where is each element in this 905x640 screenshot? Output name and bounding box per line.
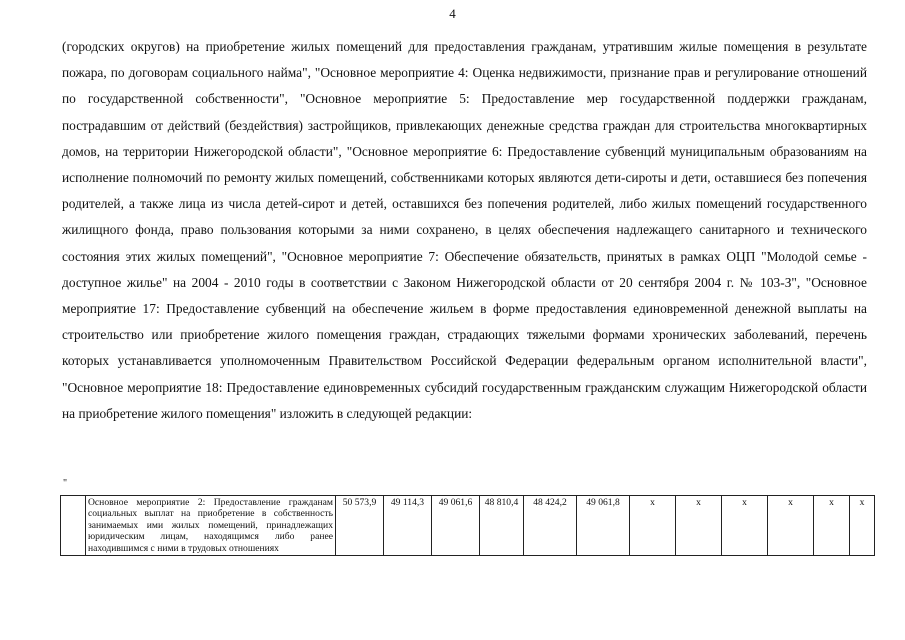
- value-cell: 48 810,4: [480, 496, 524, 556]
- mark-cell: х: [814, 496, 850, 556]
- mark-cell: х: [722, 496, 768, 556]
- mark-cell: х: [676, 496, 722, 556]
- row-number-cell: [61, 496, 86, 556]
- program-measures-table: [60, 495, 875, 556]
- value-cell: 50 573,9: [336, 496, 384, 556]
- body-paragraph: (городских округов) на приобретение жилых помещений для предоставления гражданам, утратившим жилые помещения в результате пожара, по договорам социального найма", "Основное мероприятие 4: Оценка недвижимости, признание прав и регулирование отношений по государственной собственности", "Основное мероприятие 5: Предоставление мер государственной поддержки гражданам, пострадавшим от действий (бездействия) застройщиков, привлекающих денежные средства граждан для строительства многоквартирных домов, на территории Нижегородской области", "Основное мероприятие 6: Предоставление субвенций муниципальным образованиям на исполнение полномочий по ремонту жилых помещений, собственниками которых являются дети-сироты и дети, оставшиеся без попечения родителей, а также лица из числа детей-сирот и детей, оставшихся без попечения родителей, либо жилых помещений государственного жилищного фонда, право пользования которыми за ними сохранено, в целях обеспечения надлежащего санитарного и технического состояния этих жилых помещений", "Основное мероприятие 7: Обеспечение обязательств, принятых в рамках ОЦП "Молодой семье - доступное жилье" на 2004 - 2010 годы в соответствии с Законом Нижегородской области от 20 сентября 2004 г. № 103-З", "Основное мероприятие 17: Предоставление субвенций на обеспечение жильем в форме предоставления единовременной денежной выплаты на строительство или приобретение жилого помещения граждан, страдающих тяжелыми формами хронических заболеваний, перечень которых устанавливается уполномоченным Правительством Российской Федерации федеральным органом исполнительной власти", "Основное мероприятие 18: Предоставление единовременных субсидий государственным гражданским служащим Нижегородской области на приобретение жилого помещения" изложить в следующей редакции:: [62, 39, 867, 421]
- opening-quote-mark: ": [63, 478, 68, 489]
- mark-cell: х: [630, 496, 676, 556]
- mark-cell: х: [850, 496, 875, 556]
- page-number: 4: [449, 6, 456, 21]
- value-cell: 49 114,3: [384, 496, 432, 556]
- measure-description-cell: Основное мероприятие 2: Предоставление гражданам социальных выплат на приобретение в собственность занимаемых ими жилых помещений, принадлежащих юридическим лицам, находящимся либо ранее находившимся с ними в трудовых отношениях: [86, 496, 336, 556]
- table-row: [61, 496, 875, 556]
- mark-cell: х: [768, 496, 814, 556]
- value-cell: 49 061,6: [432, 496, 480, 556]
- value-cell: 48 424,2: [524, 496, 577, 556]
- value-cell: 49 061,8: [577, 496, 630, 556]
